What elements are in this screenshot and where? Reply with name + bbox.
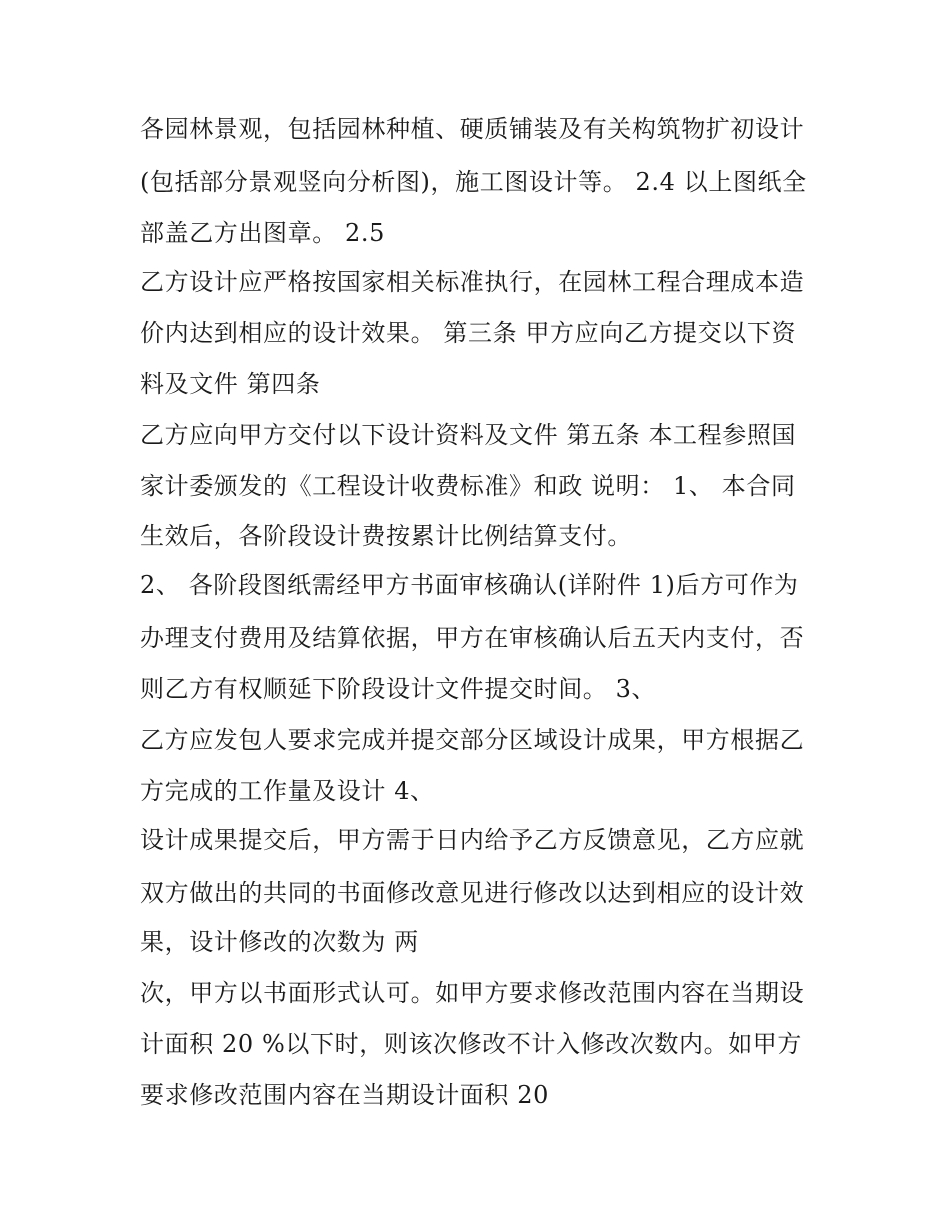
text-line: 各园林景观，包括园林种植、硬质铺装及有关构筑物扩初设计 bbox=[140, 115, 805, 143]
text-line: 部盖乙方出图章。 2.5 bbox=[140, 219, 385, 247]
text-line: 乙方设计应严格按国家相关标准执行，在园林工程合理成本造 bbox=[140, 268, 805, 296]
text-line: 家计委颁发的《工程设计收费标准》和政 说明： 1、 本合同 bbox=[140, 472, 796, 500]
text-line: 次，甲方以书面形式认可。如甲方要求修改范围内容在当期设 bbox=[140, 979, 805, 1007]
text-line: 乙方应发包人要求完成并提交部分区域设计成果，甲方根据乙 bbox=[140, 726, 805, 754]
text-line: 生效后，各阶段设计费按累计比例结算支付。 bbox=[140, 522, 632, 550]
text-line: 则乙方有权顺延下阶段设计文件提交时间。 3、 bbox=[140, 675, 657, 703]
text-line: 计面积 20 %以下时，则该次修改不计入修改次数内。如甲方 bbox=[140, 1030, 802, 1058]
text-line: 料及文件 第四条 bbox=[140, 370, 321, 398]
text-line: 方完成的工作量及设计 4、 bbox=[140, 777, 435, 805]
text-line: 价内达到相应的设计效果。 第三条 甲方应向乙方提交以下资 bbox=[140, 319, 797, 347]
text-line: 设计成果提交后，甲方需于日内给予乙方反馈意见，乙方应就 bbox=[140, 826, 805, 854]
text-line: 要求修改范围内容在当期设计面积 20 bbox=[140, 1081, 549, 1109]
text-line: (包括部分景观竖向分析图)，施工图设计等。 2.4 以上图纸全 bbox=[140, 168, 807, 196]
text-line: 双方做出的共同的书面修改意见进行修改以达到相应的设计效 bbox=[140, 879, 805, 907]
text-line: 果，设计修改的次数为 两 bbox=[140, 928, 419, 956]
text-line: 乙方应向甲方交付以下设计资料及文件 第五条 本工程参照国 bbox=[140, 421, 797, 449]
text-line: 办理支付费用及结算依据，甲方在审核确认后五天内支付，否 bbox=[140, 624, 805, 652]
text-line: 2、 各阶段图纸需经甲方书面审核确认(详附件 1)后方可作为 bbox=[140, 571, 799, 599]
